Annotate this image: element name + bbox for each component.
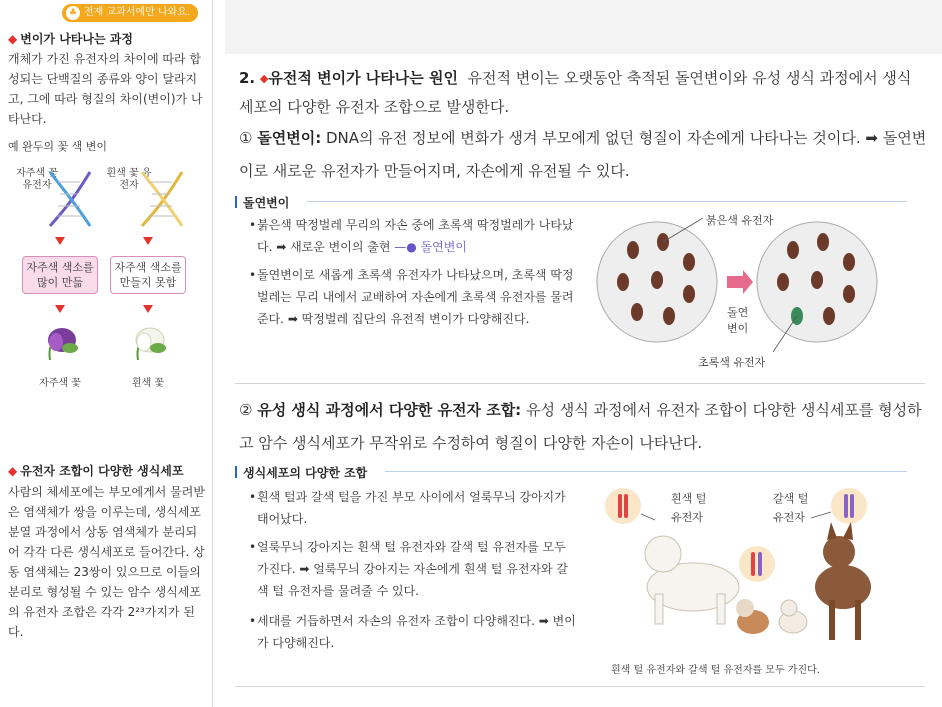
box-title-line <box>307 201 907 202</box>
gamete-bullet-1: • 흰색 털과 갈색 털을 가진 부모 사이에서 얼룩무늬 강아지가 태어났다. <box>249 490 566 526</box>
left-gene-label: 자주색 꽃 유전자 <box>16 168 58 191</box>
star-icon: ◆ <box>259 72 269 85</box>
arrow-down-icon <box>55 305 65 313</box>
dog-caption: 흰색 털 유전자와 갈색 털 유전자를 모두 가진다. <box>611 665 820 676</box>
item2-text: 유성 생식 과정에서 유전자 조합이 다양한 생식세포를 형성하고 암수 생식세포가 무작위로 수정하여 형질이 다양한 자손이 나타난다. <box>239 401 922 452</box>
right-gene-label: 흰색 꽃 유전자 <box>106 168 152 191</box>
purple-flower-label: 자주색 꽃 <box>39 378 81 389</box>
purple-dna-icon <box>46 168 94 228</box>
white-flower-label: 흰색 꽃 <box>131 378 165 389</box>
gamete-bullet-3: • 세대를 거듭하면서 자손의 유전자 조합이 다양해진다. ➡ 변이가 다양해진다. <box>249 614 576 650</box>
beetle-diagram <box>593 212 913 362</box>
arrow-down-icon <box>143 305 153 313</box>
white-gene-label-1: 흰색 털 <box>671 492 707 505</box>
dog-illustration <box>593 482 923 652</box>
item2-paragraph: ② 유성 생식 과정에서 다양한 유전자 조합: 유성 생식 과정에서 유전자 조합이 다양한 생식세포를 형성하고 암수 생식세포가 무작위로 수정하여 형질이 다양한 자손이 나타난다. <box>239 401 922 452</box>
diamond-icon: ◆ <box>8 464 18 478</box>
divider <box>235 383 925 384</box>
mutation-tag: —● 돌연변이 <box>394 240 467 254</box>
brown-gene-label-1: 갈색 털 <box>773 492 809 505</box>
main-content <box>213 0 942 707</box>
mutation-label-2: 변이 <box>727 322 749 335</box>
sidebar-section2-title: ◆ 유전자 조합이 다양한 생식세포 <box>8 464 184 478</box>
sidebar-example: 예 완두의 꽃 색 변이 <box>8 140 107 153</box>
green-gene-label: 초록색 유전자 <box>698 356 766 369</box>
sidebar-section1-body: 개체가 가진 유전자의 차이에 따라 합성되는 단백질의 종류와 양이 달라지고, 그에 따라 형질의 차이(변이)가 나타난다. <box>8 52 203 126</box>
item1-title: 돌연변이: <box>257 129 322 147</box>
top-band <box>225 0 942 54</box>
mutation-box-title: 돌연변이 <box>235 194 289 211</box>
yellow-dna-icon <box>138 168 186 228</box>
item1-text: DNA의 유전 정보에 변화가 생겨 부모에게 없던 형질이 자손에게 나타나는 것이다. ➡ 돌연변이로 새로운 유전자가 만들어지며, 자손에게 유전될 수 있다. <box>239 129 927 180</box>
arrow-down-icon <box>55 237 65 245</box>
arrow-down-icon <box>143 237 153 245</box>
sidebar-section2-body: 사람의 체세포에는 부모에게서 물려받은 염색체가 쌍을 이루는데, 생식세포 분열 과정에서 상동 염색체가 분리되어 각각 다른 생식세포로 들어간다. 상동 염색체는 23쌍이 있으므로 이들의 분리로 형성될 수 있는 암수 생식세포의 유전자 조합은 각각 2²³가지가 된다. <box>8 485 205 639</box>
section-heading: 2. ◆유전적 변이가 나타나는 원인 유전적 변이는 오랫동안 축적된 돌연변이와 유성 생식 과정에서 생식세포의 다양한 유전자 조합으로 발생한다. <box>239 69 912 116</box>
mutation-label-1: 돌연 <box>727 306 749 319</box>
red-gene-label: 붉은색 유전자 <box>706 214 774 227</box>
purple-flower-icon <box>40 320 80 364</box>
item2-title: 유성 생식 과정에서 다양한 유전자 조합: <box>257 401 522 419</box>
white-flower-icon <box>128 320 168 364</box>
sidebar <box>0 0 212 707</box>
mutation-bullet-1: • 붉은색 딱정벌레 무리의 자손 중에 초록색 딱정벌레가 나타났다. ➡ 새로운 변이의 출현 —● 돌연변이 <box>249 218 574 254</box>
box-title-line <box>385 471 907 472</box>
gamete-bullet-2: • 얼룩무늬 강아지는 흰색 털 유전자와 갈색 털 유전자를 모두 가진다. ➡ 얼룩무늬 강아지는 자손에게 흰색 털 유전자와 갈색 털 유전자를 물려줄 수 있다. <box>249 540 569 598</box>
item1-paragraph: ① 돌연변이: DNA의 유전 정보에 변화가 생겨 부모에게 없던 형질이 자손에게 나타나는 것이다. ➡ 돌연변이로 새로운 유전자가 만들어지며, 자손에게 유전될 수 있다. <box>239 129 927 180</box>
brown-gene-label-2: 유전자 <box>773 511 805 524</box>
heading-text: 유전적 변이는 오랫동안 축적된 돌연변이와 유성 생식 과정에서 생식세포의 다양한 유전자 조합으로 발생한다. <box>239 69 912 116</box>
mutation-bullet-2: • 돌연변이로 새롭게 초록색 유전자가 나타났으며, 초록색 딱정벌레는 무리 내에서 교배하여 자손에게 초록색 유전자를 물려준다. ➡ 딱정벌레 집단의 유전적 변이가 다양해진다. <box>249 268 574 326</box>
left-process-box: 자주색 색소를 많이 만듦 <box>22 256 98 294</box>
badge-icon: ♣ <box>66 6 80 20</box>
white-gene-label-2: 유전자 <box>671 511 703 524</box>
textbook-badge: ♣ 전재 교과서에만 나와요. <box>62 4 198 22</box>
gamete-box-title: 생식세포의 다양한 조합 <box>235 464 367 481</box>
heading-title: 유전적 변이가 나타나는 원인 <box>268 69 458 87</box>
sidebar-section1-title: ◆ 변이가 나타나는 과정 <box>8 32 133 46</box>
right-process-box: 자주색 색소를 만들지 못함 <box>110 256 186 294</box>
divider-bottom <box>235 686 925 687</box>
diamond-icon: ◆ <box>8 32 18 46</box>
